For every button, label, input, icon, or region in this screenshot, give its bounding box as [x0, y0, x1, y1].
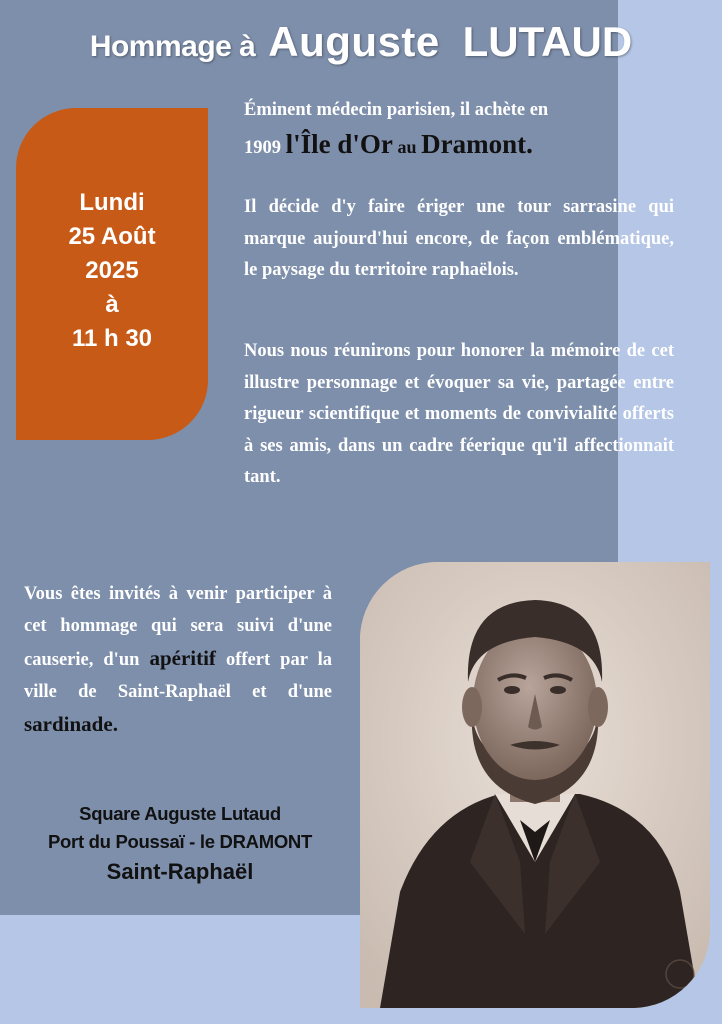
date-day-month: 25 Août — [68, 223, 156, 250]
intro-connector: au — [397, 137, 417, 157]
invitation-aperitif: apéritif — [149, 646, 216, 670]
invitation-text — [24, 578, 332, 742]
date-day: Lundi — [79, 189, 145, 216]
date-time: 11 h 30 — [71, 325, 153, 352]
intro-text — [244, 95, 674, 163]
event-date — [16, 186, 208, 356]
intro-line1: Éminent médecin parisien, il achète en — [244, 100, 549, 120]
invitation-period: . — [112, 712, 118, 736]
title-lastname: LUTAUD — [462, 18, 633, 65]
intro-line2 — [244, 129, 674, 163]
portrait-illustration — [360, 562, 710, 1008]
portrait-photo — [360, 562, 710, 1008]
intro-period: . — [526, 129, 533, 159]
address-city: Saint-Raphaël — [106, 859, 254, 884]
invitation-sardinade: sardinade — [24, 712, 113, 736]
date-at: à — [105, 291, 119, 318]
address-square: Square Auguste Lutaud — [79, 803, 281, 824]
invitation-text-1: Vous êtes invités à venir participer à cet hommage qui sera suivi d'une causerie, d'un — [24, 584, 332, 670]
intro-place: l'Île d'Or — [285, 129, 393, 159]
title-prefix: Hommage à — [89, 30, 256, 63]
paragraph-memory: Nous nous réunirons pour honorer la mémoire de cet illustre personnage et évoquer sa vie, partagée entre rigueur scientifique et moments de convivialité offerts à ses amis, dans un cadre féerique qu'il affectionnait tant. — [244, 341, 674, 487]
address-port: Port du Poussaï - le DRAMONT — [48, 831, 312, 852]
title-firstname: Auguste — [268, 18, 440, 65]
event-address — [8, 800, 352, 888]
invitation-text-2: offert par la ville de Saint-Raphaël et d'une — [24, 650, 333, 702]
date-year: 2025 — [85, 257, 139, 284]
intro-year: 1909 — [244, 138, 281, 158]
paragraph-tower: Il décide d'y faire ériger une tour sarrasine qui marque aujourd'hui encore, de façon emblématique, le paysage du territoire raphaëlois. — [244, 197, 674, 280]
page-title — [0, 18, 722, 66]
intro-location: Dramont — [421, 129, 527, 159]
